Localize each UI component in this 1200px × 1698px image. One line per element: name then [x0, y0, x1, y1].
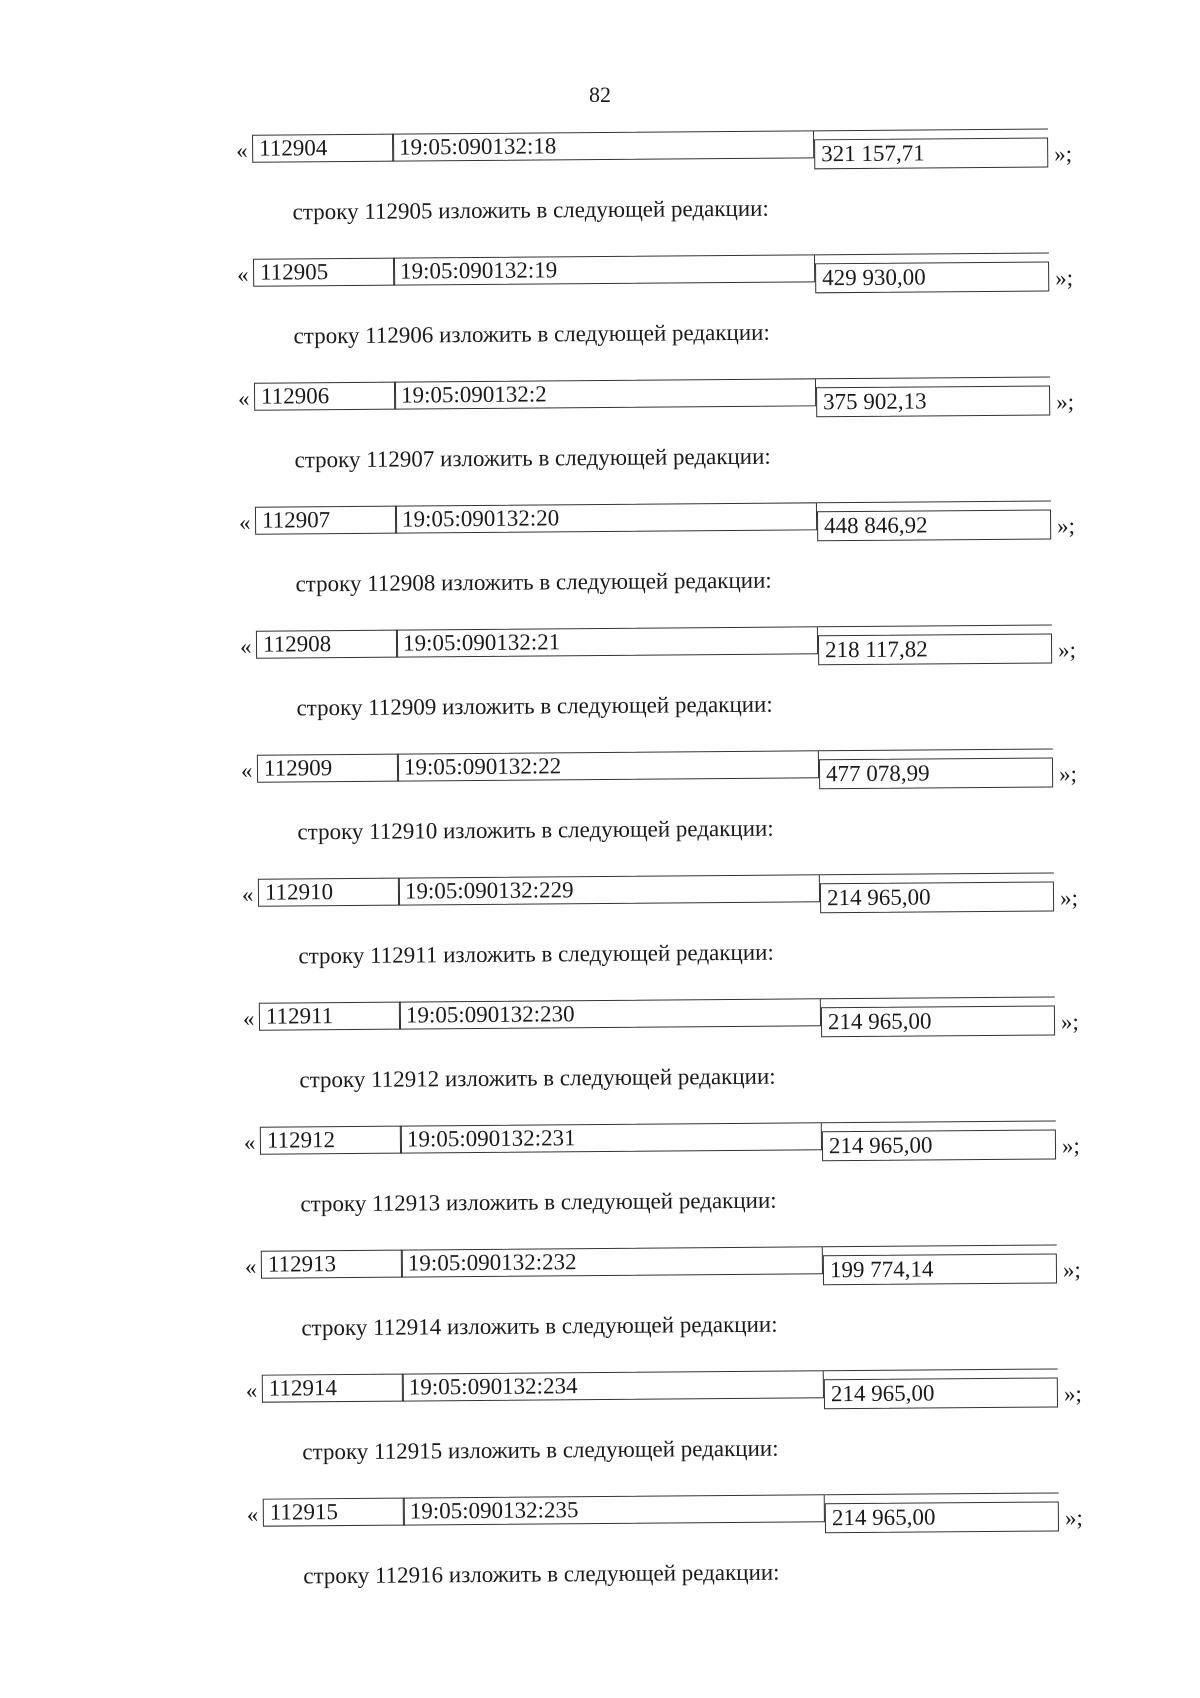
instruction-text: строку 112907 изложить в следующей редакции: — [294, 443, 771, 473]
row-number-cell: 112912 — [260, 1126, 402, 1155]
table-row — [239, 500, 1099, 539]
opening-quote: « — [246, 1501, 259, 1527]
opening-quote: « — [237, 261, 249, 287]
opening-quote: « — [237, 385, 250, 411]
cadastral-number-cell: 19:05:090132:230 — [399, 998, 821, 1029]
cadastral-value-cell: 214 965,00 — [820, 881, 1054, 913]
amendment-entry — [1, 251, 1200, 384]
cadastral-value-cell: 429 930,00 — [815, 261, 1049, 293]
amendment-entry — [11, 1491, 1200, 1624]
cadastral-value-cell: 218 117,82 — [818, 633, 1052, 665]
row-number-cell: 112914 — [262, 1374, 404, 1403]
instruction-text: строку 112911 изложить в следующей редакции: — [298, 939, 774, 969]
table-row — [243, 996, 1103, 1035]
cadastral-number-cell: 19:05:090132:231 — [400, 1122, 822, 1153]
row-number-cell: 112911 — [259, 1002, 401, 1031]
closing-quote: »; — [1054, 141, 1073, 167]
table-row — [240, 624, 1100, 663]
closing-quote: »; — [1058, 761, 1078, 787]
instruction-text: строку 112906 изложить в следующей редакции: — [293, 319, 770, 349]
cadastral-value-cell: 214 965,00 — [821, 1005, 1055, 1037]
table-row — [245, 1244, 1105, 1283]
table-row — [238, 376, 1098, 415]
opening-quote: « — [241, 881, 254, 907]
closing-quote: »; — [1057, 637, 1077, 663]
row-number-cell: 112915 — [263, 1498, 405, 1527]
closing-quote: »; — [1059, 885, 1079, 911]
cadastral-value-cell: 321 157,71 — [814, 137, 1048, 169]
table-row — [247, 1492, 1107, 1531]
instruction-text: строку 112910 изложить в следующей редакции: — [297, 815, 774, 845]
cadastral-value-cell: 214 965,00 — [824, 1377, 1058, 1409]
row-number-cell: 112906 — [254, 382, 396, 411]
opening-quote: « — [240, 757, 253, 783]
opening-quote: « — [245, 1377, 258, 1403]
closing-quote: »; — [1064, 1505, 1083, 1531]
cadastral-number-cell: 19:05:090132:235 — [403, 1494, 825, 1525]
amendment-entry — [10, 1367, 1200, 1500]
table-row — [242, 872, 1102, 911]
row-number-cell: 112910 — [258, 878, 400, 907]
cadastral-number-cell: 19:05:090132:229 — [398, 874, 820, 905]
instruction-text: строку 112905 изложить в следующей редакции: — [292, 195, 769, 225]
cadastral-value-cell: 375 902,13 — [816, 385, 1050, 417]
cadastral-number-cell: 19:05:090132:18 — [392, 130, 814, 161]
opening-quote: « — [236, 137, 248, 163]
table-row — [246, 1368, 1106, 1407]
row-number-cell: 112908 — [256, 630, 398, 659]
opening-quote: « — [244, 1253, 257, 1279]
closing-quote: »; — [1055, 265, 1074, 291]
opening-quote: « — [243, 1129, 256, 1155]
cadastral-number-cell: 19:05:090132:21 — [396, 626, 818, 657]
opening-quote: « — [242, 1005, 255, 1031]
cadastral-number-cell: 19:05:090132:232 — [401, 1246, 823, 1277]
instruction-text: строку 112909 изложить в следующей редакции: — [296, 691, 773, 721]
table-row — [241, 748, 1101, 787]
table-row — [244, 1120, 1104, 1159]
cadastral-number-cell: 19:05:090132:234 — [402, 1370, 824, 1401]
amendment-entry — [6, 871, 1200, 1004]
amendment-entry — [7, 995, 1200, 1128]
opening-quote: « — [238, 509, 251, 535]
instruction-text: строку 112916 изложить в следующей редакции: — [303, 1559, 780, 1589]
cadastral-number-cell: 19:05:090132:2 — [394, 378, 816, 409]
amendment-entry — [4, 623, 1200, 756]
instruction-text: строку 112908 изложить в следующей редакции: — [295, 567, 772, 597]
closing-quote: »; — [1060, 1009, 1079, 1035]
cadastral-value-cell: 214 965,00 — [825, 1501, 1059, 1533]
row-number-cell: 112905 — [253, 258, 395, 287]
page-number: 82 — [589, 82, 611, 107]
cadastral-number-cell: 19:05:090132:22 — [397, 750, 819, 781]
instruction-text: строку 112912 изложить в следующей редакции: — [299, 1063, 776, 1093]
row-number-cell: 112913 — [261, 1250, 403, 1279]
closing-quote: »; — [1056, 389, 1075, 415]
cadastral-value-cell: 214 965,00 — [822, 1129, 1056, 1161]
instruction-text: строку 112915 изложить в следующей редакции: — [302, 1435, 779, 1465]
amendment-entry — [5, 747, 1200, 880]
amendment-list — [0, 127, 1200, 1624]
amendment-entry — [2, 375, 1200, 508]
cadastral-value-cell: 448 846,92 — [817, 509, 1051, 541]
instruction-text: строку 112914 изложить в следующей редакции: — [301, 1311, 778, 1341]
amendment-entry — [8, 1119, 1200, 1252]
closing-quote: »; — [1061, 1133, 1080, 1159]
row-number-cell: 112904 — [252, 134, 394, 163]
opening-quote: « — [239, 633, 252, 659]
row-number-cell: 112909 — [257, 754, 399, 783]
table-row — [237, 252, 1097, 291]
row-number-cell: 112907 — [255, 506, 397, 535]
closing-quote: »; — [1057, 513, 1076, 539]
amendment-entry — [0, 127, 1200, 260]
amendment-entry — [3, 499, 1200, 632]
amendment-entry — [9, 1243, 1200, 1376]
cadastral-number-cell: 19:05:090132:20 — [395, 502, 817, 533]
table-row — [236, 128, 1096, 167]
instruction-text: строку 112913 изложить в следующей редакции: — [300, 1187, 777, 1217]
closing-quote: »; — [1062, 1257, 1081, 1283]
cadastral-number-cell: 19:05:090132:19 — [393, 254, 815, 285]
closing-quote: »; — [1063, 1381, 1082, 1407]
cadastral-value-cell: 199 774,14 — [823, 1253, 1057, 1285]
cadastral-value-cell: 477 078,99 — [819, 757, 1053, 789]
